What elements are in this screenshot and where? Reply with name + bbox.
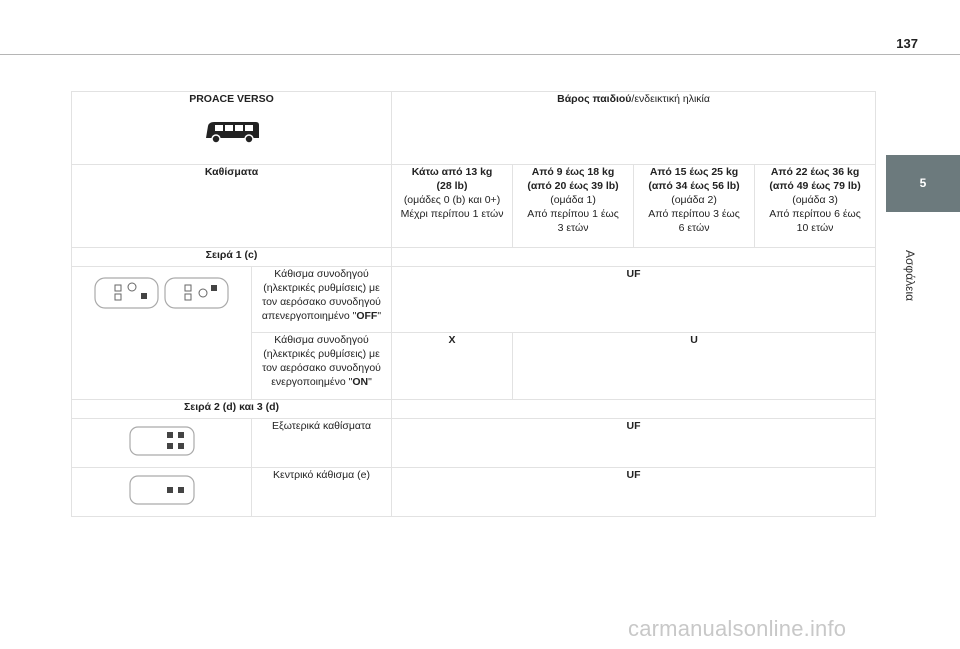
outer-seats-diagram-cell xyxy=(72,419,252,468)
airbag-on-value-group0: X xyxy=(392,333,513,400)
group-weight: Από 15 έως 25 kg xyxy=(649,166,739,178)
front-seat-diagram-icon xyxy=(92,275,232,311)
group-weight-lb: (από 49 έως 79 lb) xyxy=(769,180,861,192)
status-suffix: " xyxy=(368,376,372,388)
seat-line-status xyxy=(254,375,389,389)
center-seat-diagram-cell xyxy=(72,468,252,517)
airbag-on-value-others: U xyxy=(513,333,876,400)
outer-seats-diagram-icon xyxy=(127,424,197,458)
group-weight: Από 22 έως 36 kg xyxy=(770,166,860,178)
center-seat-diagram-icon xyxy=(127,473,197,507)
weight-header-cell xyxy=(392,92,876,165)
rows23-label: Σειρά 2 (d) και 3 (d) xyxy=(72,400,392,419)
group-weight-lb: (από 34 έως 56 lb) xyxy=(648,180,740,192)
front-seat-diagram-cell xyxy=(72,267,252,400)
top-rule xyxy=(0,54,960,55)
row1-label: Σειρά 1 (c) xyxy=(72,248,392,267)
group-name: (ομάδες 0 (b) και 0+) xyxy=(403,194,501,206)
group-age-end: 3 ετών xyxy=(557,222,589,234)
watermark: carmanualsonline.info xyxy=(628,616,847,641)
group-age-end: 6 ετών xyxy=(678,222,710,234)
page-number: 137 xyxy=(896,36,918,51)
outer-seats-label: Εξωτερικά καθίσματα xyxy=(252,419,392,468)
group-name: (ομάδα 3) xyxy=(792,194,838,206)
status-prefix: ενεργοποιημένο " xyxy=(271,376,353,388)
group-age-end: 10 ετών xyxy=(796,222,834,234)
group-name: (ομάδα 2) xyxy=(671,194,717,206)
group-age: Από περίπου 1 έως xyxy=(527,208,619,220)
group-cell-1 xyxy=(513,165,634,248)
group-age: Από περίπου 6 έως xyxy=(769,208,861,220)
van-icon xyxy=(202,116,262,146)
seat-line: τον αερόσακο συνοδηγού xyxy=(262,362,381,374)
weight-header-bold: Βάρος παιδιού xyxy=(557,93,632,105)
airbag-on-status: ON xyxy=(352,376,369,388)
weight-header-rest: /ενδεικτική ηλικία xyxy=(631,93,710,105)
status-prefix: απενεργοποιημένο " xyxy=(261,310,357,322)
chapter-title: Ασφάλεια xyxy=(903,250,917,302)
passenger-seat-airbag-off-label xyxy=(252,267,392,333)
group-cell-2 xyxy=(634,165,755,248)
group-weight: Κάτω από 13 kg xyxy=(411,166,493,178)
model-name: PROACE VERSO xyxy=(189,93,274,105)
group-weight: Από 9 έως 18 kg xyxy=(531,166,615,178)
group-age: Από περίπου 3 έως xyxy=(648,208,740,220)
status-suffix: " xyxy=(377,310,382,322)
seat-line: Κάθισμα συνοδηγού xyxy=(274,334,369,346)
seat-line: τον αερόσακο συνοδηγού xyxy=(262,296,381,308)
seat-line: Κάθισμα συνοδηγού xyxy=(274,268,369,280)
seat-line: (ηλεκτρικές ρυθμίσεις) με xyxy=(263,348,380,360)
row1-empty xyxy=(392,248,876,267)
center-seat-label: Κεντρικό κάθισμα (e) xyxy=(252,468,392,517)
group-weight-lb: (28 lb) xyxy=(436,180,468,192)
group-age: Μέχρι περίπου 1 ετών xyxy=(400,208,504,220)
seat-line-status xyxy=(254,309,389,323)
airbag-off-value: UF xyxy=(392,267,876,333)
airbag-off-status: OFF xyxy=(356,310,378,322)
rows23-empty xyxy=(392,400,876,419)
center-seat-value: UF xyxy=(392,468,876,517)
group-cell-3 xyxy=(755,165,876,248)
group-weight-lb: (από 20 έως 39 lb) xyxy=(527,180,619,192)
group-cell-0 xyxy=(392,165,513,248)
outer-seats-value: UF xyxy=(392,419,876,468)
seat-line: (ηλεκτρικές ρυθμίσεις) με xyxy=(263,282,380,294)
chapter-tab[interactable]: 5 xyxy=(886,155,960,212)
group-name: (ομάδα 1) xyxy=(550,194,596,206)
passenger-seat-airbag-on-label xyxy=(252,333,392,400)
child-seat-table xyxy=(71,91,876,517)
model-header-cell xyxy=(72,92,392,165)
seats-label: Καθίσματα xyxy=(72,165,392,248)
